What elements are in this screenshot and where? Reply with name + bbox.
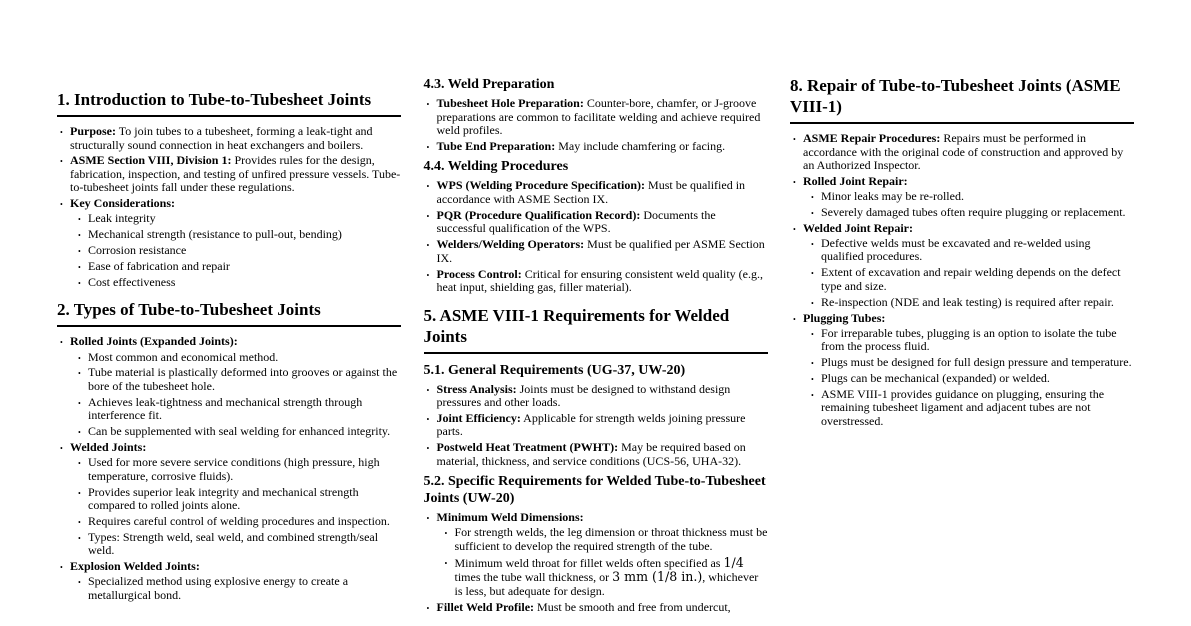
item-text: Joints must be designed to withstand design pressures and other loads. bbox=[436, 381, 731, 410]
item-text: Mechanical strength (resistance to pull-out, bending) bbox=[88, 227, 342, 242]
item-content bbox=[88, 530, 378, 558]
sub-list-item bbox=[445, 526, 768, 553]
item-lead: Rolled Joint Repair: bbox=[803, 173, 908, 188]
item-content bbox=[70, 440, 146, 454]
item-lead: Postweld Heat Treatment (PWHT): bbox=[436, 440, 619, 455]
bullet-icon: • bbox=[811, 374, 814, 384]
item-text: Most common and economical method. bbox=[88, 349, 279, 364]
sub-list-item bbox=[78, 351, 401, 365]
bullet-icon: • bbox=[78, 398, 81, 408]
sub-list-item bbox=[78, 486, 401, 513]
item-content bbox=[88, 455, 380, 483]
item-content bbox=[821, 326, 1117, 354]
subsection-heading: 5.2. Specific Requirements for Welded Tube-to-Tubesheet Joints (UW-20) bbox=[423, 474, 766, 507]
list-item bbox=[60, 560, 401, 602]
bullet-icon: • bbox=[426, 241, 430, 251]
item-text: To join tubes to a tubesheet, forming a leak-tight and structurally sound connection in heat exchangers and boilers. bbox=[70, 124, 373, 152]
math-text: 1/4 bbox=[723, 554, 744, 570]
item-lead: ASME Repair Procedures: bbox=[803, 131, 941, 145]
item-lead: Joint Efficiency: bbox=[436, 410, 521, 425]
bullet-icon: • bbox=[78, 533, 81, 543]
list-item bbox=[427, 140, 768, 154]
item-content bbox=[821, 371, 1050, 385]
item-content bbox=[455, 556, 759, 598]
bullet-icon: • bbox=[811, 329, 814, 339]
list-item bbox=[427, 97, 768, 138]
bullet-icon: • bbox=[426, 270, 430, 280]
item-text: Corrosion resistance bbox=[88, 243, 187, 258]
item-text: Minor leaks may be re-rolled. bbox=[821, 188, 964, 203]
bullet-icon: • bbox=[444, 558, 448, 568]
bullet-icon: • bbox=[78, 488, 81, 498]
bullet-icon: • bbox=[426, 211, 430, 221]
item-content bbox=[88, 485, 359, 513]
item-text: Plugs can be mechanical (expanded) or welded. bbox=[821, 370, 1050, 385]
item-content bbox=[437, 96, 761, 137]
list-item bbox=[793, 175, 1134, 219]
item-lead: Tubesheet Hole Preparation: bbox=[436, 96, 584, 110]
item-text: Types: Strength weld, seal weld, and combined strength/seal weld. bbox=[88, 529, 379, 558]
item-content bbox=[70, 334, 238, 348]
sub-list bbox=[811, 237, 1134, 309]
sub-list-item bbox=[811, 266, 1134, 293]
item-content bbox=[821, 387, 1104, 428]
sub-list-item bbox=[78, 228, 401, 242]
item-text: Must be qualified in accordance with ASME Section IX. bbox=[436, 178, 746, 206]
sub-list bbox=[78, 575, 401, 602]
bullet-icon: • bbox=[811, 208, 814, 218]
item-content bbox=[437, 510, 584, 524]
item-content bbox=[437, 382, 731, 410]
bullet-icon: • bbox=[793, 135, 796, 144]
list-item bbox=[427, 179, 768, 206]
item-content bbox=[821, 265, 1121, 293]
item-text: times the tube wall thickness, or bbox=[454, 570, 613, 585]
item-content bbox=[803, 131, 1123, 172]
item-text: , whichever is less, but adequate for design. bbox=[454, 570, 759, 598]
bullet-icon: • bbox=[78, 353, 81, 363]
sub-list-item bbox=[78, 244, 401, 258]
bullet-icon: • bbox=[78, 459, 81, 469]
sub-list-item bbox=[78, 212, 401, 226]
item-text: Achieves leak-tightness and mechanical strength through interference fit. bbox=[88, 394, 363, 423]
item-text: Provides superior leak integrity and mechanical strength compared to rolled joints alone. bbox=[88, 484, 359, 513]
item-text: Leak integrity bbox=[88, 211, 156, 226]
bullet-icon: • bbox=[78, 428, 81, 438]
bullet-list bbox=[793, 132, 1134, 428]
item-text: Minimum weld throat for fillet welds often specified as bbox=[454, 555, 724, 570]
list-item bbox=[427, 601, 768, 615]
bullet-icon: • bbox=[426, 444, 430, 454]
item-content bbox=[70, 196, 175, 210]
sub-list-item bbox=[811, 327, 1134, 354]
item-content bbox=[88, 574, 348, 602]
item-text: Repairs must be performed in accordance with the original code of construction and approved by an Authorized Inspector. bbox=[803, 131, 1124, 172]
item-lead: Purpose: bbox=[70, 124, 116, 138]
item-content bbox=[88, 275, 175, 289]
sub-list bbox=[78, 351, 401, 439]
item-lead: Tube End Preparation: bbox=[436, 138, 556, 153]
item-content bbox=[821, 236, 1091, 264]
item-text: Specialized method using explosive energy to create a metallurgical bond. bbox=[88, 574, 349, 602]
bullet-icon: • bbox=[426, 414, 430, 424]
list-item bbox=[60, 125, 401, 152]
item-content bbox=[437, 411, 746, 439]
bullet-icon: • bbox=[426, 142, 430, 152]
item-lead: Explosion Welded Joints: bbox=[70, 559, 200, 574]
item-content bbox=[88, 395, 362, 423]
list-item bbox=[427, 383, 768, 410]
column-middle bbox=[424, 0, 768, 626]
column-right bbox=[790, 0, 1134, 626]
sub-list bbox=[78, 456, 401, 558]
bullet-icon: • bbox=[793, 224, 796, 234]
section-heading: 2. Types of Tube-to-Tubesheet Joints bbox=[57, 299, 401, 327]
sub-list-item bbox=[811, 296, 1134, 310]
sub-list-item bbox=[445, 556, 768, 599]
item-text: Must be qualified per ASME Section IX. bbox=[436, 237, 765, 265]
sub-list-item bbox=[78, 276, 401, 290]
list-item bbox=[427, 511, 768, 598]
math-text: 3 mm (1/8 in.) bbox=[612, 569, 703, 585]
list-item bbox=[427, 412, 768, 439]
item-content bbox=[437, 208, 716, 236]
item-text: Tube material is plastically deformed into grooves or against the bore of the tubesheet hole. bbox=[88, 365, 398, 393]
sub-list-item bbox=[78, 575, 401, 602]
item-content bbox=[437, 178, 746, 206]
item-text: Counter-bore, chamfer, or J-groove preparations are common to facilitate welding and achieve required weld profiles. bbox=[436, 96, 761, 137]
item-content bbox=[437, 440, 746, 468]
section-heading: 5. ASME VIII-1 Requirements for Welded Joints bbox=[424, 305, 768, 354]
bullet-icon: • bbox=[426, 385, 430, 395]
sub-list-item bbox=[811, 206, 1134, 220]
subsection-heading: 5.1. General Requirements (UG-37, UW-20) bbox=[423, 362, 686, 378]
subsection-heading: 4.3. Weld Preparation bbox=[423, 77, 555, 92]
item-lead: Stress Analysis: bbox=[436, 381, 517, 396]
bullet-list bbox=[427, 179, 768, 294]
bullet-icon: • bbox=[426, 514, 430, 524]
bullet-icon: • bbox=[60, 128, 63, 137]
sub-list-item bbox=[78, 515, 401, 529]
sub-list-item bbox=[811, 237, 1134, 264]
item-content bbox=[88, 227, 342, 241]
item-content bbox=[821, 295, 1114, 309]
item-content bbox=[455, 525, 768, 553]
item-content bbox=[803, 221, 913, 235]
item-content bbox=[88, 514, 390, 528]
list-item bbox=[60, 335, 401, 438]
item-content bbox=[821, 189, 964, 203]
item-content bbox=[88, 259, 230, 273]
item-text: Documents the successful qualification of the WPS. bbox=[436, 207, 716, 236]
item-lead: WPS (Welding Procedure Specification): bbox=[436, 178, 646, 193]
item-content bbox=[70, 124, 373, 152]
item-lead: ASME Section VIII, Division 1: bbox=[70, 153, 232, 168]
bullet-icon: • bbox=[78, 517, 81, 527]
bullet-icon: • bbox=[444, 529, 448, 539]
item-lead: Process Control: bbox=[436, 266, 522, 281]
bullet-icon: • bbox=[78, 278, 81, 288]
item-lead: Plugging Tubes: bbox=[803, 310, 886, 325]
item-content bbox=[70, 153, 400, 194]
bullet-icon: • bbox=[426, 100, 430, 109]
item-content bbox=[821, 205, 1126, 219]
bullet-list bbox=[427, 97, 768, 153]
bullet-icon: • bbox=[60, 444, 63, 454]
bullet-icon: • bbox=[78, 231, 81, 241]
sub-list-item bbox=[811, 356, 1134, 370]
item-content bbox=[803, 311, 885, 325]
item-text: Cost effectiveness bbox=[88, 274, 176, 289]
column-left bbox=[57, 0, 401, 626]
item-lead: Welded Joints: bbox=[70, 440, 147, 455]
bullet-icon: • bbox=[60, 338, 63, 348]
bullet-icon: • bbox=[78, 369, 81, 379]
item-lead: Minimum Weld Dimensions: bbox=[436, 510, 584, 525]
item-text: For strength welds, the leg dimension or throat thickness must be sufficient to develop the required strength of the tube. bbox=[454, 525, 768, 553]
section-heading: 8. Repair of Tube-to-Tubesheet Joints (ASME VIII-1) bbox=[790, 75, 1134, 124]
bullet-icon: • bbox=[426, 182, 430, 192]
item-content bbox=[437, 600, 731, 614]
sub-list-item bbox=[78, 366, 401, 393]
bullet-icon: • bbox=[78, 263, 81, 273]
list-item bbox=[427, 209, 768, 236]
sub-list bbox=[811, 190, 1134, 219]
item-content bbox=[803, 174, 908, 188]
item-lead: Key Considerations: bbox=[70, 196, 175, 211]
bullet-list bbox=[427, 511, 768, 614]
item-text: Provides rules for the design, fabrication, inspection, and testing of unfired pressure vessels. Tube-to-tubesheet joints fall under these regulations. bbox=[70, 153, 401, 195]
bullet-icon: • bbox=[60, 200, 63, 210]
bullet-icon: • bbox=[811, 239, 814, 249]
list-item bbox=[793, 222, 1134, 309]
item-content bbox=[88, 211, 156, 225]
item-text: Can be supplemented with seal welding for enhanced integrity. bbox=[88, 424, 391, 439]
item-text: Severely damaged tubes often require plugging or replacement. bbox=[821, 204, 1126, 219]
item-text: Critical for ensuring consistent weld quality (e.g., heat input, shielding gas, filler material). bbox=[436, 266, 763, 295]
bullet-icon: • bbox=[60, 563, 63, 573]
list-item bbox=[427, 268, 768, 295]
item-lead: Welded Joint Repair: bbox=[803, 220, 913, 235]
item-content bbox=[88, 243, 186, 257]
bullet-icon: • bbox=[426, 603, 430, 613]
sub-list-item bbox=[78, 260, 401, 274]
bullet-icon: • bbox=[811, 390, 814, 400]
item-text: Requires careful control of welding procedures and inspection. bbox=[88, 513, 390, 528]
bullet-icon: • bbox=[793, 314, 796, 324]
item-text: Used for more severe service conditions (high pressure, high temperature, corrosive fluids). bbox=[88, 455, 380, 483]
item-text: ASME VIII-1 provides guidance on plugging, ensuring the remaining tubesheet ligament and adjacent tubes are not overstressed. bbox=[821, 386, 1105, 428]
sub-list bbox=[445, 526, 768, 598]
item-content bbox=[88, 424, 390, 438]
item-text: May include chamfering or facing. bbox=[558, 138, 726, 153]
item-content bbox=[437, 237, 765, 265]
bullet-icon: • bbox=[811, 298, 814, 308]
bullet-icon: • bbox=[811, 359, 814, 369]
sub-list bbox=[811, 327, 1134, 429]
list-item bbox=[793, 312, 1134, 429]
item-text: May be required based on material, thickness, and service conditions (UCS-56, UHA-32). bbox=[436, 440, 746, 468]
item-content bbox=[821, 355, 1132, 369]
item-content bbox=[437, 139, 726, 153]
bullet-icon: • bbox=[793, 177, 796, 187]
sub-list-item bbox=[78, 396, 401, 423]
list-item bbox=[60, 441, 401, 558]
bullet-icon: • bbox=[811, 192, 814, 202]
item-text: Applicable for strength welds joining pressure parts. bbox=[436, 410, 746, 439]
subsection-heading: 4.4. Welding Procedures bbox=[423, 159, 569, 175]
bullet-icon: • bbox=[78, 215, 81, 225]
item-lead: PQR (Procedure Qualification Record): bbox=[436, 207, 641, 222]
bullet-icon: • bbox=[60, 157, 63, 167]
sub-list-item bbox=[811, 190, 1134, 204]
item-text: Ease of fabrication and repair bbox=[88, 259, 230, 274]
bullet-list bbox=[60, 125, 401, 289]
sub-list-item bbox=[78, 531, 401, 558]
item-text: For irreparable tubes, plugging is an option to isolate the tube from the process fluid. bbox=[821, 325, 1117, 354]
bullet-icon: • bbox=[78, 247, 81, 257]
sub-list bbox=[78, 212, 401, 289]
item-content bbox=[70, 559, 200, 573]
item-lead: Welders/Welding Operators: bbox=[436, 237, 585, 252]
item-content bbox=[88, 365, 397, 393]
section-heading: 1. Introduction to Tube-to-Tubesheet Joints bbox=[57, 89, 401, 117]
item-text: Must be smooth and free from undercut, bbox=[537, 599, 731, 614]
sub-list-item bbox=[811, 372, 1134, 386]
item-content bbox=[88, 350, 278, 364]
bullet-list bbox=[60, 335, 401, 602]
item-text: Defective welds must be excavated and re-welded using qualified procedures. bbox=[821, 235, 1091, 264]
list-item bbox=[60, 197, 401, 289]
item-lead: Fillet Weld Profile: bbox=[436, 599, 535, 614]
list-item bbox=[427, 441, 768, 468]
item-text: Extent of excavation and repair welding depends on the defect type and size. bbox=[821, 265, 1121, 293]
item-content bbox=[437, 267, 764, 295]
sub-list-item bbox=[811, 388, 1134, 429]
list-item bbox=[793, 132, 1134, 173]
sub-list-item bbox=[78, 456, 401, 483]
bullet-list bbox=[427, 383, 768, 469]
list-item bbox=[427, 238, 768, 265]
item-text: Re-inspection (NDE and leak testing) is required after repair. bbox=[821, 294, 1114, 309]
item-text: Plugs must be designed for full design pressure and temperature. bbox=[821, 355, 1132, 370]
sub-list-item bbox=[78, 425, 401, 439]
bullet-icon: • bbox=[811, 269, 814, 279]
item-lead: Rolled Joints (Expanded Joints): bbox=[70, 334, 238, 349]
bullet-icon: • bbox=[78, 578, 81, 588]
list-item bbox=[60, 154, 401, 195]
